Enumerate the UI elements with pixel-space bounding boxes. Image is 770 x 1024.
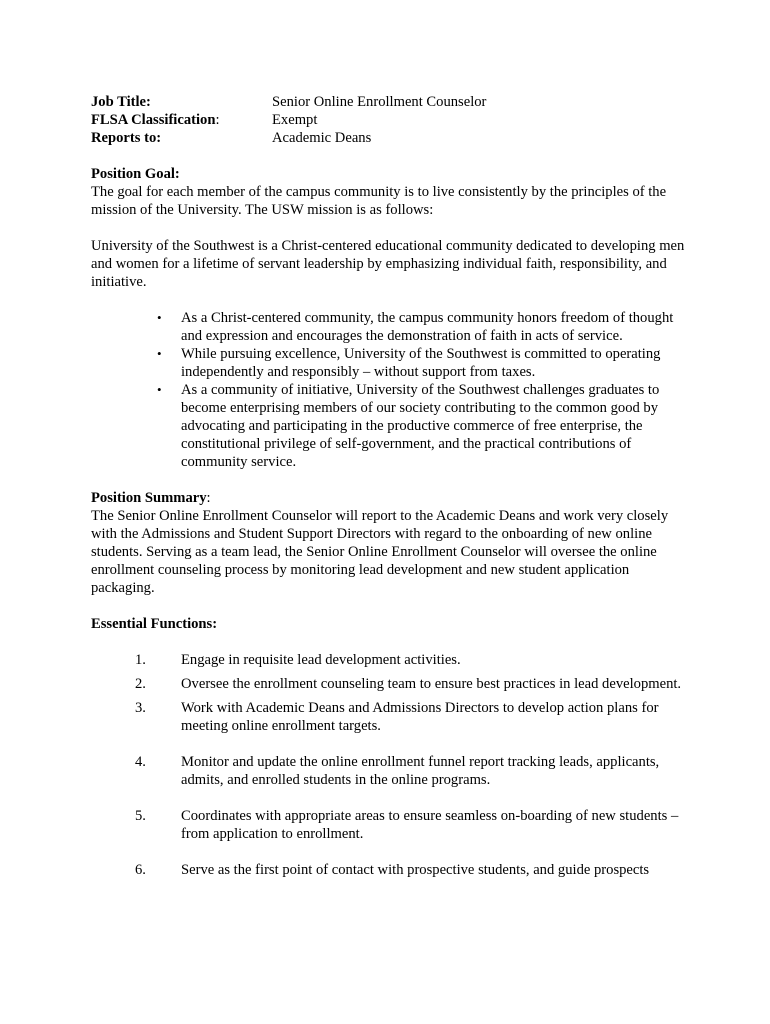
item-number: 5. [135,808,146,824]
job-title-value: Senior Online Enrollment Counselor [272,94,487,110]
reports-to-label: Reports to: [91,130,162,146]
list-item [91,651,691,669]
list-item [91,753,691,789]
flsa-value: Exempt [272,112,318,128]
position-summary-heading: Position Summary [91,490,207,506]
essential-functions-list [91,651,691,879]
flsa-colon: : [215,112,220,128]
flsa-row [91,111,691,129]
bullet-text: While pursuing excellence, University of the Southwest is committed to operating independently and responsibly – without support from taxes. [181,346,661,380]
job-title-row [91,93,691,111]
essential-functions-heading: Essential Functions: [91,616,218,632]
flsa-label: FLSA Classification [91,112,216,128]
item-number: 4. [135,754,146,770]
job-header [91,93,691,147]
list-item [91,309,691,345]
bullet-icon: • [157,382,162,397]
list-item [91,381,691,471]
bullet-text: As a Christ-centered community, the campus community honors freedom of thought and expression and encourages the demonstration of faith in acts of service. [181,310,674,344]
item-number: 3. [135,700,146,716]
item-text: Coordinates with appropriate areas to ensure seamless on-boarding of new students – from application to enrollment. [181,808,679,842]
mission-statement: University of the Southwest is a Christ-centered educational community dedicated to developing men and women for a lifetime of servant leadership by emphasizing individual faith, responsibility, and initiative. [91,238,685,290]
item-number: 6. [135,862,146,878]
item-text: Engage in requisite lead development activities. [181,652,461,668]
position-summary-text: The Senior Online Enrollment Counselor will report to the Academic Deans and work very closely with the Admissions and Student Support Directors with regard to the onboarding of new online students. Serving as a team lead, the Senior Online Enrollment Counselor will oversee the online enrollment counseling process by monitoring lead development and new student application packaging. [91,508,669,596]
list-item [91,675,691,693]
position-summary-colon: : [206,490,211,506]
job-title-label: Job Title: [91,94,151,110]
list-item [91,699,691,735]
reports-to-value: Academic Deans [272,130,372,146]
item-text: Oversee the enrollment counseling team to ensure best practices in lead development. [181,676,682,692]
bullet-icon: • [157,346,162,361]
mission-bullet-list [91,309,691,471]
item-text: Serve as the first point of contact with prospective students, and guide prospects [181,862,650,878]
item-number: 1. [135,652,146,668]
list-item [91,807,691,843]
position-goal-heading: Position Goal: [91,166,180,182]
flsa-label-wrap [91,111,272,129]
item-text: Work with Academic Deans and Admissions Directors to develop action plans for meeting online enrollment targets. [181,700,659,734]
bullet-icon: • [157,310,162,325]
position-summary-heading-wrap [91,489,691,507]
item-text: Monitor and update the online enrollment funnel report tracking leads, applicants, admits, and enrolled students in the online programs. [181,754,660,788]
list-item [91,345,691,381]
item-number: 2. [135,676,146,692]
job-description-page [91,93,691,897]
position-goal-intro: The goal for each member of the campus community is to live consistently by the principles of the mission of the University. The USW mission is as follows: [91,184,667,218]
bullet-text: As a community of initiative, University of the Southwest challenges graduates to become enterprising members of our society contributing to the common good by advocating and participating in the productive commerce of free enterprise, the constitutional privilege of self-government, and the practical contributions of community service. [181,382,660,470]
reports-to-row [91,129,691,147]
list-item [91,861,691,879]
